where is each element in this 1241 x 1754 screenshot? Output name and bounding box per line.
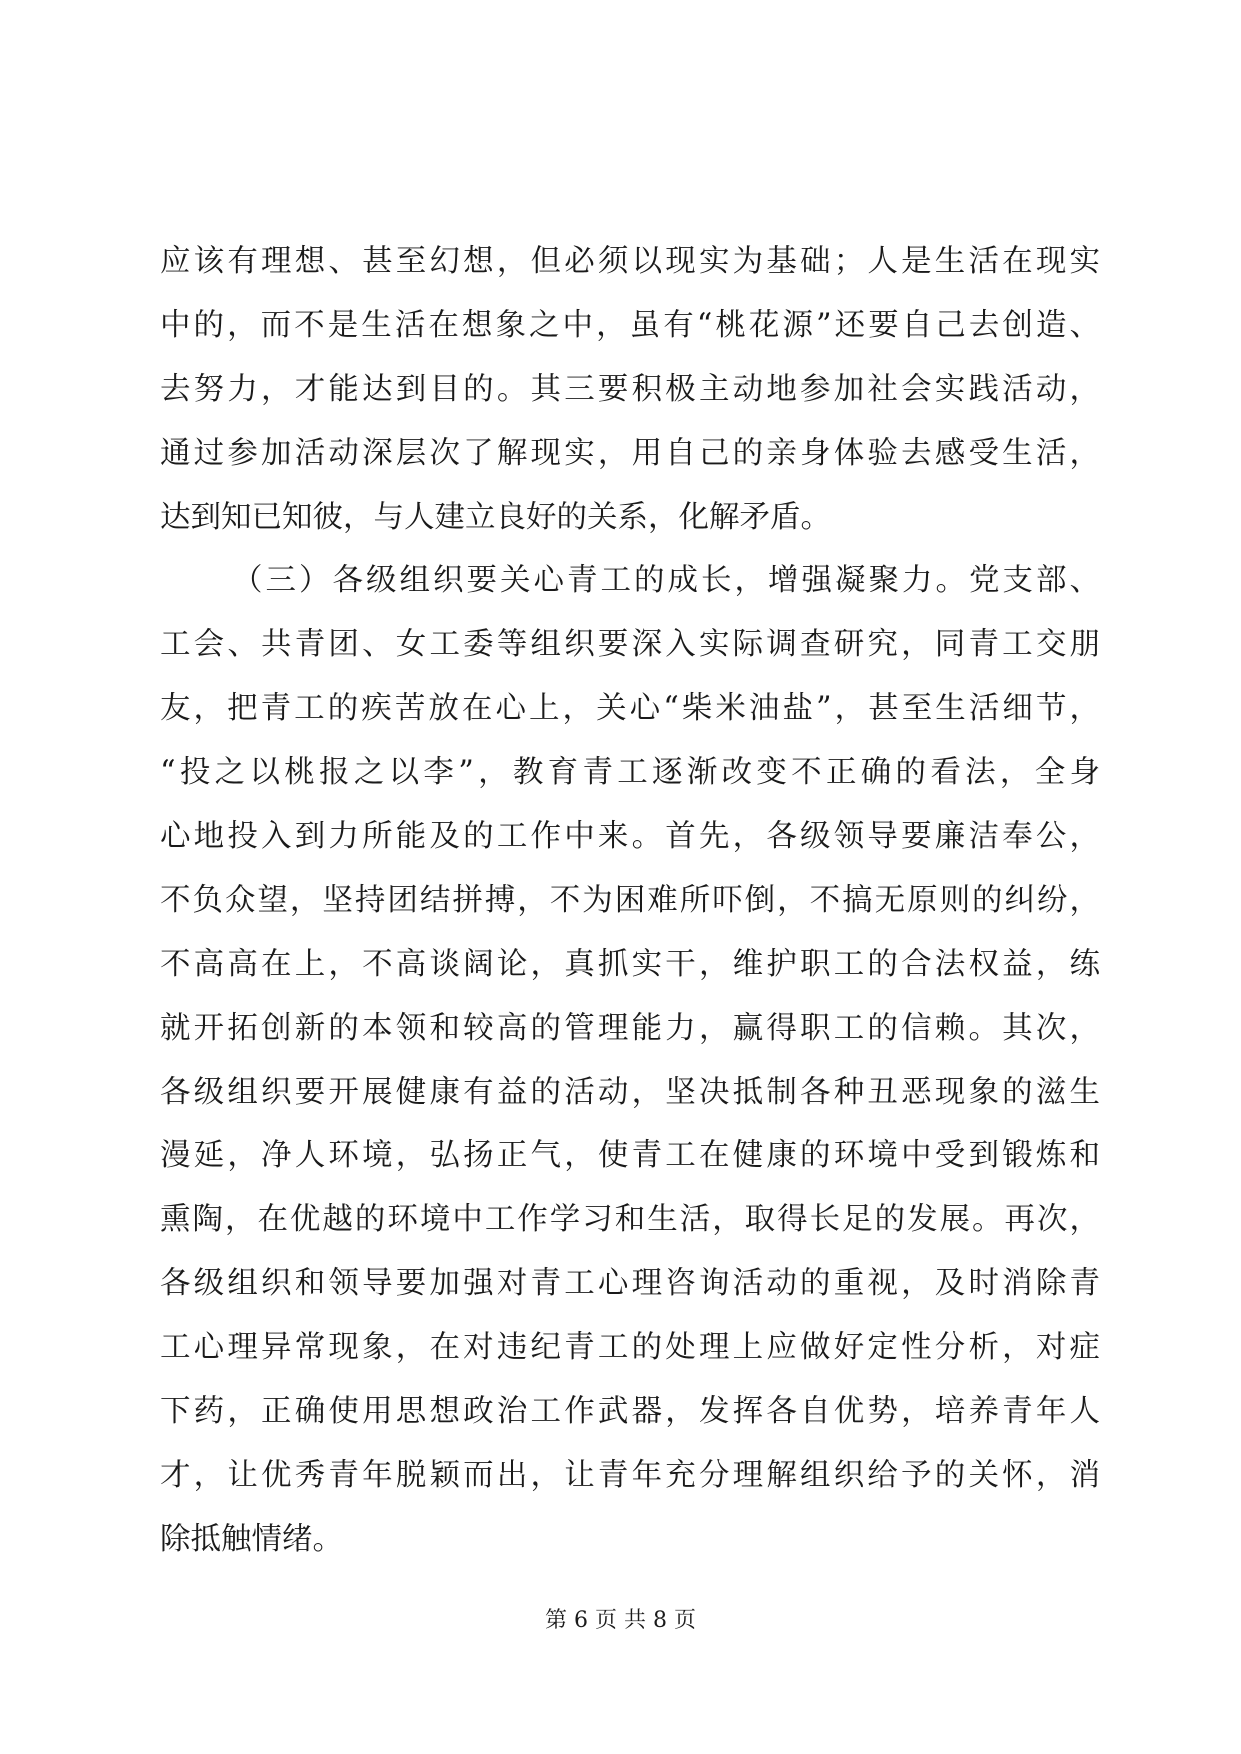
section-heading-line: （三）各级组织要关心青工的成长，增强凝聚力。党支部、	[232, 563, 1100, 599]
body-text	[160, 230, 1100, 1572]
text-line: 才，让优秀青年脱颖而出，让青年充分理解组织给予的关怀，消	[160, 1457, 1100, 1493]
text-line: 友，把青工的疾苦放在心上，关心“柴米油盐”，甚至生活细节，	[160, 691, 1100, 727]
text-line: 各级组织要开展健康有益的活动，坚决抵制各种丑恶现象的滋生	[160, 1074, 1100, 1110]
text-line: 各级组织和领导要加强对青工心理咨询活动的重视，及时消除青	[160, 1266, 1100, 1302]
text-line: 达到知已知彼，与人建立良好的关系，化解矛盾。	[160, 499, 831, 535]
text-line: 就开拓创新的本领和较高的管理能力，赢得职工的信赖。其次，	[160, 1010, 1100, 1046]
text-line: 下药，正确使用思想政治工作武器，发挥各自优势，培养青年人	[160, 1394, 1100, 1430]
text-line: 中的，而不是生活在想象之中，虽有“桃花源”还要自己去创造、	[160, 307, 1100, 343]
text-line: 不高高在上，不高谈阔论，真抓实干，维护职工的合法权益，练	[160, 946, 1100, 982]
text-line: 去努力，才能达到目的。其三要积极主动地参加社会实践活动，	[160, 371, 1100, 407]
text-line: 心地投入到力所能及的工作中来。首先，各级领导要廉洁奉公，	[160, 819, 1100, 855]
text-line: 通过参加活动深层次了解现实，用自己的亲身体验去感受生活，	[160, 435, 1100, 471]
text-line: 应该有理想、甚至幻想，但必须以现实为基础；人是生活在现实	[160, 244, 1100, 279]
page-footer: 第 6 页 共 8 页	[545, 1608, 696, 1633]
text-line: 不负众望，坚持团结拼搏，不为困难所吓倒，不搞无原则的纠纷，	[160, 882, 1100, 918]
text-line: 除抵触情绪。	[160, 1521, 343, 1557]
text-line: 漫延，净人环境，弘扬正气，使青工在健康的环境中受到锻炼和	[160, 1138, 1100, 1174]
text-line: 熏陶，在优越的环境中工作学习和生活，取得长足的发展。再次，	[160, 1202, 1100, 1238]
text-line: 工心理异常现象，在对违纪青工的处理上应做好定性分析，对症	[160, 1330, 1100, 1366]
text-line: “投之以桃报之以李”，教育青工逐渐改变不正确的看法，全身	[160, 755, 1100, 791]
text-line: 工会、共青团、女工委等组织要深入实际调查研究，同青工交朋	[160, 627, 1100, 663]
